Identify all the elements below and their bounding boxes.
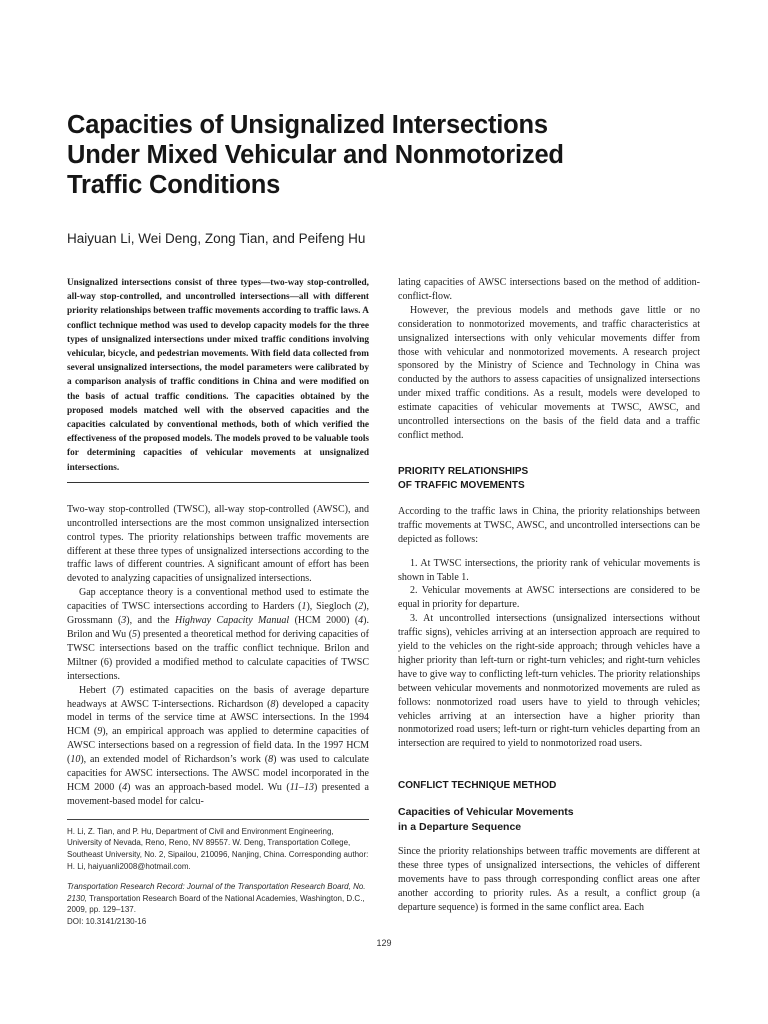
reference-number: 7	[115, 684, 121, 696]
intro-continued	[398, 276, 700, 443]
right-paragraph-2: However, the previous models and methods gave little or no consideration to nonmotorized movements, and traffic characteristics at unsignalized intersections with only vehicular movements differ from those with vehicular and nonmotorized movements. A research project sponsored by the Ministry of Science and Technology in China was conducted by the authors to assess capacities of unsignalized intersections under mixed traffic conditions. As a result, models were developed to estimate capacities of vehicular movements at TWSC, AWSC, and uncontrolled intersections on the basis of the field data and a traffic conflict method.	[398, 304, 700, 441]
text-run: Gap acceptance theory is a conventional method used to estimate the capacities of TWSC intersections according to Harders (	[67, 587, 369, 613]
priority-item-1: 1. At TWSC intersections, the priority rank of vehicular movements is shown in Table 1.	[398, 557, 700, 583]
title-line-1: Capacities of Unsignalized Intersections	[67, 111, 548, 139]
page-number: 129	[376, 938, 392, 948]
title-line-3: Traffic Conditions	[67, 171, 281, 199]
text-run: ) developed a capacity model in terms of the service time at AWSC intersections. In the 1994 HCM (	[67, 698, 369, 738]
reference-number: 9	[97, 726, 103, 738]
text-run: ), Siegloch (	[306, 601, 359, 613]
reference-number: 11–13	[289, 781, 314, 793]
priority-section	[398, 505, 700, 751]
reference-number: 10	[70, 754, 81, 766]
section-heading-conflict: CONFLICT TECHNIQUE METHOD	[398, 780, 557, 792]
text-run: ), Grossmann (	[67, 601, 370, 627]
priority-intro: According to the traffic laws in China, the priority relationships between traffic movements at TWSC, AWSC, and uncontrolled intersections can be depicted as follows:	[398, 505, 700, 545]
heading-line: Capacities of Vehicular Movements	[398, 806, 574, 819]
reference-number: 5	[132, 629, 138, 640]
text-run: ) was used to calculate capacities for AWSC intersections. The AWSC model incorporated in the HCM 2000 (	[67, 754, 369, 793]
conflict-section	[398, 845, 700, 915]
title-line-2: Under Mixed Vehicular and Nonmotorized	[67, 141, 564, 169]
reference-number: 4	[358, 615, 364, 627]
heading-line: in a Departure Sequence	[398, 820, 522, 833]
paper-title	[67, 110, 707, 200]
right-column	[398, 276, 700, 915]
introduction	[67, 503, 369, 809]
intro-paragraph-3	[67, 684, 369, 809]
text-run: ), and the	[126, 615, 176, 627]
journal-name: Transportation Research Record: Journal of the Transportation Research Board, No. 2130,	[67, 882, 366, 903]
publisher-info: Transportation Research Board of the National Academies, Washington, D.C., 2009, pp. 129–137.	[67, 893, 365, 915]
abstract: Unsignalized intersections consist of three types—two-way stop-controlled, all-way stop-controlled, and uncontrolled intersections—all with different priority relationships between traffic movements according to traffic laws. A conflict technique method was used to develop capacity models for the three types of unsignalized intersections under mixed traffic conditions involving vehicular, bicycle, and pedestrian movements. With field data collected from several unsignalized intersections, the model parameters were calibrated by a comparison analysis of traffic conditions in China and were modified on the basis of actual traffic conditions. The capacities obtained by the proposed models matched well with the observed capacities and the capacities calculated by conventional methods, both of which verified the effectiveness of the proposed models. The models proved to be valuable tools for determining capacities of vehicular movements at unsignalized intersections.	[67, 278, 369, 473]
reference-number: 1	[301, 601, 307, 613]
text-run: ), an extended model of Richardson’s work (	[80, 754, 269, 766]
text-run: ) was an approach-based model. Wu (	[127, 781, 290, 793]
reference-number: 2	[358, 601, 364, 613]
text-run: (HCM 2000) (	[289, 615, 359, 627]
text-run: ) presented a theoretical method for deriving capacities of TWSC intersections based on the traffic conflict technique. Brilon and Miltner (6) provided a modified method to calculate capacities of TWSC intersections.	[67, 629, 370, 682]
priority-item-3: 3. At uncontrolled intersections (unsignalized intersections without traffic signs), vehicles arriving at an intersection approach are required to yield to the vehicles on the right-side approach; through vehicles have a higher priority than left-turn or right-turn vehicles; and right-turn vehicles have to give way to conflicting left-turn vehicles. The priority relationships between vehicular movements and nonmotorized movements are ruled as follows: nonmotorized road users have to yield to through vehicles; vehicles arriving at an intersection have a higher priority than nonmotorized road users; left-turn or right-turn vehicles departing from an intersection are required to yield to nonmotorized road users.	[398, 613, 700, 750]
reference-number: 8	[268, 754, 274, 766]
manual-title: Highway Capacity Manual	[175, 615, 290, 627]
text-run: ) presented a movement-based model for calcu-	[67, 781, 369, 807]
section-heading-priority	[398, 465, 700, 493]
right-paragraph-1: lating capacities of AWSC intersections based on the method of addition-conflict-flow.	[398, 277, 700, 302]
text-run: ). Brilon and Wu (	[67, 615, 369, 640]
affiliation-footnote: H. Li, Z. Tian, and P. Hu, Department of Civil and Environment Engineering, University of Nevada, Reno, Reno, NV 89557. W. Deng, Transportation College, Southeast University, No. 2, Sipailou, 210096, Nanjing, China. Corresponding author: H. Li, haiyuanli2008@hotmail.com.	[67, 826, 369, 871]
left-column	[67, 276, 369, 928]
conflict-paragraph: Since the priority relationships between traffic movements are different at these three types of unsignalized intersections, the vehicles of different movements have to pass through corresponding conflict areas one after another according to priority rules. As a result, a conflict group (a departure sequence) is formed in the same conflict area. Each	[398, 846, 700, 913]
reference-number: 4	[122, 781, 128, 793]
priority-item-2: 2. Vehicular movements at AWSC intersections are considered to be equal in priority for departure.	[398, 585, 700, 611]
doi: DOI: 10.3141/2130-16	[67, 916, 147, 926]
intro-paragraph-1: Two-way stop-controlled (TWSC), all-way stop-controlled (AWSC), and uncontrolled intersections are the most common unsignalized intersection control types. The priority relationships between traffic movements are different at these three types of unsignalized intersections according to the traffic laws of different countries. A significant amount of effort has been devoted to analyzing capacities of unsignalized intersections.	[67, 503, 369, 585]
abstract-divider	[67, 482, 369, 483]
author-list: Haiyuan Li, Wei Deng, Zong Tian, and Peifeng Hu	[67, 231, 366, 246]
citation-footnote	[67, 881, 369, 916]
text-run: Hebert (	[79, 684, 116, 696]
text-run: ), an empirical approach was applied to determine capacities of AWSC intersections based on a regression of field data. In the 1997 HCM (	[67, 726, 369, 766]
subsection-heading	[398, 805, 700, 834]
heading-line: OF TRAFFIC MOVEMENTS	[398, 479, 525, 491]
reference-number: 8	[270, 698, 276, 710]
text-run: ) estimated capacities on the basis of average departure headways at AWSC T-intersections. Richardson (	[67, 684, 369, 710]
footnote-divider	[67, 819, 369, 820]
heading-line: PRIORITY RELATIONSHIPS	[398, 465, 529, 477]
intro-paragraph-2	[67, 586, 369, 683]
reference-number: 3	[121, 615, 127, 627]
